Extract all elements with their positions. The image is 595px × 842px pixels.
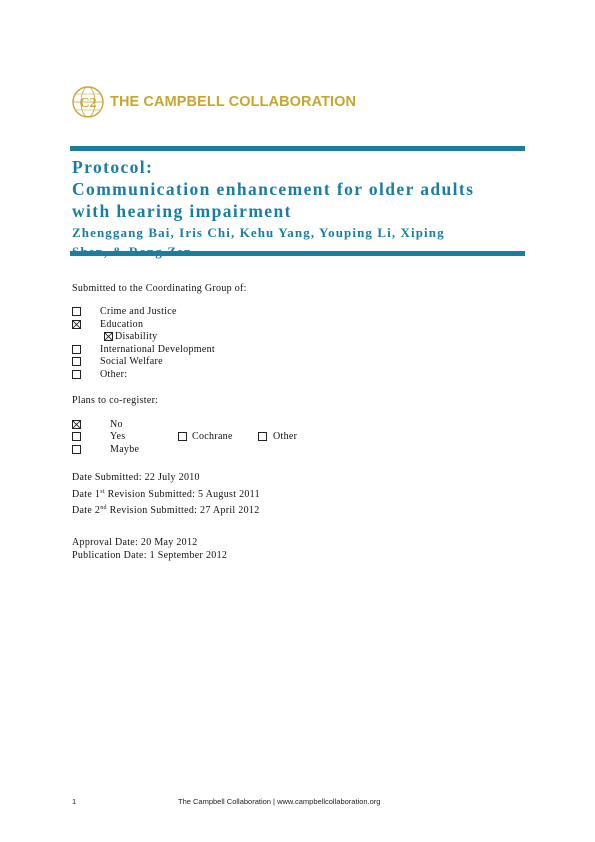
org-name: THE CAMPBELL COLLABORATION — [110, 94, 357, 110]
submission-heading: Submitted to the Coordinating Group of: — [72, 283, 247, 294]
page-number: 1 — [72, 797, 77, 806]
label-social-welfare: Social Welfare — [100, 356, 163, 367]
check-x-icon — [105, 333, 112, 340]
publication-date: Publication Date: 1 September 2012 — [72, 550, 228, 561]
date-submitted: Date Submitted: 22 July 2010 — [72, 472, 200, 483]
label-other-group: Other: — [100, 369, 128, 380]
title-line-3: with hearing impairment — [72, 201, 292, 221]
checkbox-maybe[interactable] — [72, 445, 81, 454]
coregister-heading: Plans to co-register: — [72, 395, 159, 406]
checkbox-crime-justice[interactable] — [72, 307, 81, 316]
check-x-icon — [73, 321, 80, 328]
checkbox-social-welfare[interactable] — [72, 357, 81, 366]
campbell-logo — [70, 84, 370, 120]
label-crime-justice: Crime and Justice — [100, 306, 177, 317]
bottom-rule — [70, 251, 525, 256]
authors-line-1: Zhenggang Bai, Iris Chi, Kehu Yang, Youping Li, Xiping — [72, 225, 445, 240]
title-line-2: Communication enhancement for older adults — [72, 179, 475, 199]
checkbox-education[interactable] — [72, 320, 81, 329]
footer-text: The Campbell Collaboration | www.campbellcollaboration.org — [178, 797, 381, 806]
label-education: Education — [100, 319, 144, 330]
approval-date: Approval Date: 20 May 2012 — [72, 537, 198, 548]
globe-icon — [70, 84, 106, 120]
label-disability: Disability — [115, 331, 158, 342]
label-maybe: Maybe — [110, 444, 140, 455]
checkbox-cochrane[interactable] — [178, 432, 187, 441]
checkbox-no[interactable] — [72, 420, 81, 429]
checkbox-yes[interactable] — [72, 432, 81, 441]
title-line-1: Protocol: — [72, 157, 154, 177]
check-x-icon — [73, 421, 80, 428]
label-international-development: International Development — [100, 344, 215, 355]
checkbox-international-development[interactable] — [72, 345, 81, 354]
date-second-revision: Date 2nd Revision Submitted: 27 April 2012 — [72, 505, 260, 516]
label-no: No — [110, 419, 123, 430]
label-cochrane: Cochrane — [192, 431, 233, 442]
checkbox-other-group[interactable] — [72, 370, 81, 379]
checkbox-disability[interactable] — [104, 332, 113, 341]
label-other-coregister: Other — [273, 431, 298, 442]
top-rule — [70, 146, 525, 151]
label-yes: Yes — [110, 431, 126, 442]
checkbox-other-coregister[interactable] — [258, 432, 267, 441]
title-block — [72, 156, 522, 260]
svg-text:C2: C2 — [79, 96, 97, 111]
date-first-revision: Date 1st Revision Submitted: 5 August 2011 — [72, 489, 260, 500]
